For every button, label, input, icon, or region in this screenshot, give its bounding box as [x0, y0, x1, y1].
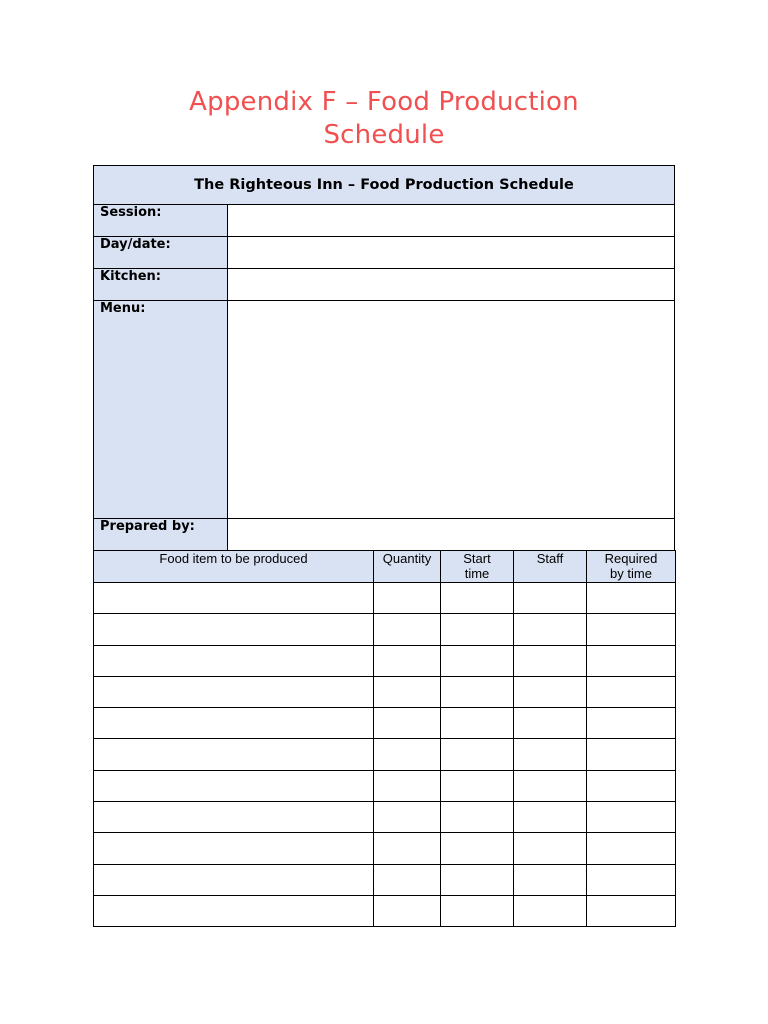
start-time-cell[interactable] [441, 895, 514, 926]
start-time-cell[interactable] [441, 708, 514, 739]
required-by-time-cell[interactable] [587, 739, 676, 770]
required-by-time-cell[interactable] [587, 802, 676, 833]
table-row [94, 645, 676, 676]
food-item-cell[interactable] [94, 676, 374, 707]
required-by-time-cell[interactable] [587, 833, 676, 864]
required-by-time-cell[interactable] [587, 614, 676, 645]
column-required-by-time [587, 551, 676, 583]
start-time-cell[interactable] [441, 583, 514, 614]
table-row [94, 583, 676, 614]
menu-field[interactable] [228, 301, 675, 519]
food-item-cell[interactable] [94, 739, 374, 770]
production-table-body [94, 583, 676, 927]
quantity-cell[interactable] [374, 614, 441, 645]
food-item-cell[interactable] [94, 645, 374, 676]
quantity-cell[interactable] [374, 864, 441, 895]
quantity-cell[interactable] [374, 583, 441, 614]
food-item-cell[interactable] [94, 833, 374, 864]
staff-cell[interactable] [514, 770, 587, 801]
required-by-time-cell[interactable] [587, 708, 676, 739]
start-time-cell[interactable] [441, 739, 514, 770]
kitchen-label: Kitchen: [94, 269, 228, 301]
form-header: The Righteous Inn – Food Production Schedule [93, 165, 675, 205]
food-item-cell[interactable] [94, 614, 374, 645]
column-quantity: Quantity [374, 551, 441, 583]
quantity-cell[interactable] [374, 708, 441, 739]
column-required-line-1: Required [604, 551, 658, 566]
details-table [93, 204, 675, 551]
staff-cell[interactable] [514, 676, 587, 707]
table-row [94, 739, 676, 770]
quantity-cell[interactable] [374, 645, 441, 676]
column-staff: Staff [514, 551, 587, 583]
start-time-cell[interactable] [441, 645, 514, 676]
prepared-by-label: Prepared by: [94, 519, 228, 551]
quantity-cell[interactable] [374, 676, 441, 707]
prepared-by-field[interactable] [228, 519, 675, 551]
staff-cell[interactable] [514, 833, 587, 864]
column-start-time [441, 551, 514, 583]
required-by-time-cell[interactable] [587, 645, 676, 676]
required-by-time-cell[interactable] [587, 895, 676, 926]
table-row [94, 770, 676, 801]
kitchen-row [94, 269, 675, 301]
quantity-cell[interactable] [374, 802, 441, 833]
start-time-cell[interactable] [441, 864, 514, 895]
required-by-time-cell[interactable] [587, 583, 676, 614]
kitchen-field[interactable] [228, 269, 675, 301]
session-field[interactable] [228, 205, 675, 237]
table-row [94, 895, 676, 926]
required-by-time-cell[interactable] [587, 676, 676, 707]
production-table [93, 550, 676, 927]
prepared-by-row [94, 519, 675, 551]
quantity-cell[interactable] [374, 833, 441, 864]
quantity-cell[interactable] [374, 739, 441, 770]
staff-cell[interactable] [514, 708, 587, 739]
column-required-line-2: by time [610, 566, 652, 581]
table-row [94, 614, 676, 645]
quantity-cell[interactable] [374, 770, 441, 801]
staff-cell[interactable] [514, 739, 587, 770]
session-label: Session: [94, 205, 228, 237]
staff-cell[interactable] [514, 645, 587, 676]
column-start-time-line-1: Start [463, 551, 491, 566]
food-item-cell[interactable] [94, 708, 374, 739]
staff-cell[interactable] [514, 614, 587, 645]
required-by-time-cell[interactable] [587, 864, 676, 895]
start-time-cell[interactable] [441, 833, 514, 864]
required-by-time-cell[interactable] [587, 770, 676, 801]
staff-cell[interactable] [514, 802, 587, 833]
day-date-label: Day/date: [94, 237, 228, 269]
food-item-cell[interactable] [94, 583, 374, 614]
quantity-cell[interactable] [374, 895, 441, 926]
menu-label: Menu: [94, 301, 228, 519]
column-food-item: Food item to be produced [94, 551, 374, 583]
production-table-header [94, 551, 676, 583]
start-time-cell[interactable] [441, 614, 514, 645]
day-date-row [94, 237, 675, 269]
staff-cell[interactable] [514, 895, 587, 926]
start-time-cell[interactable] [441, 770, 514, 801]
staff-cell[interactable] [514, 864, 587, 895]
page-title-line-2: Schedule [323, 120, 445, 150]
food-item-cell[interactable] [94, 895, 374, 926]
session-row [94, 205, 675, 237]
page-title [0, 86, 768, 152]
table-row [94, 802, 676, 833]
day-date-field[interactable] [228, 237, 675, 269]
start-time-cell[interactable] [441, 802, 514, 833]
start-time-cell[interactable] [441, 676, 514, 707]
food-item-cell[interactable] [94, 770, 374, 801]
food-item-cell[interactable] [94, 864, 374, 895]
column-start-time-line-2: time [464, 566, 490, 581]
table-row [94, 864, 676, 895]
food-item-cell[interactable] [94, 802, 374, 833]
page-title-line-1: Appendix F – Food Production [189, 87, 579, 117]
staff-cell[interactable] [514, 583, 587, 614]
table-row [94, 833, 676, 864]
table-row [94, 708, 676, 739]
menu-row [94, 301, 675, 519]
table-row [94, 676, 676, 707]
